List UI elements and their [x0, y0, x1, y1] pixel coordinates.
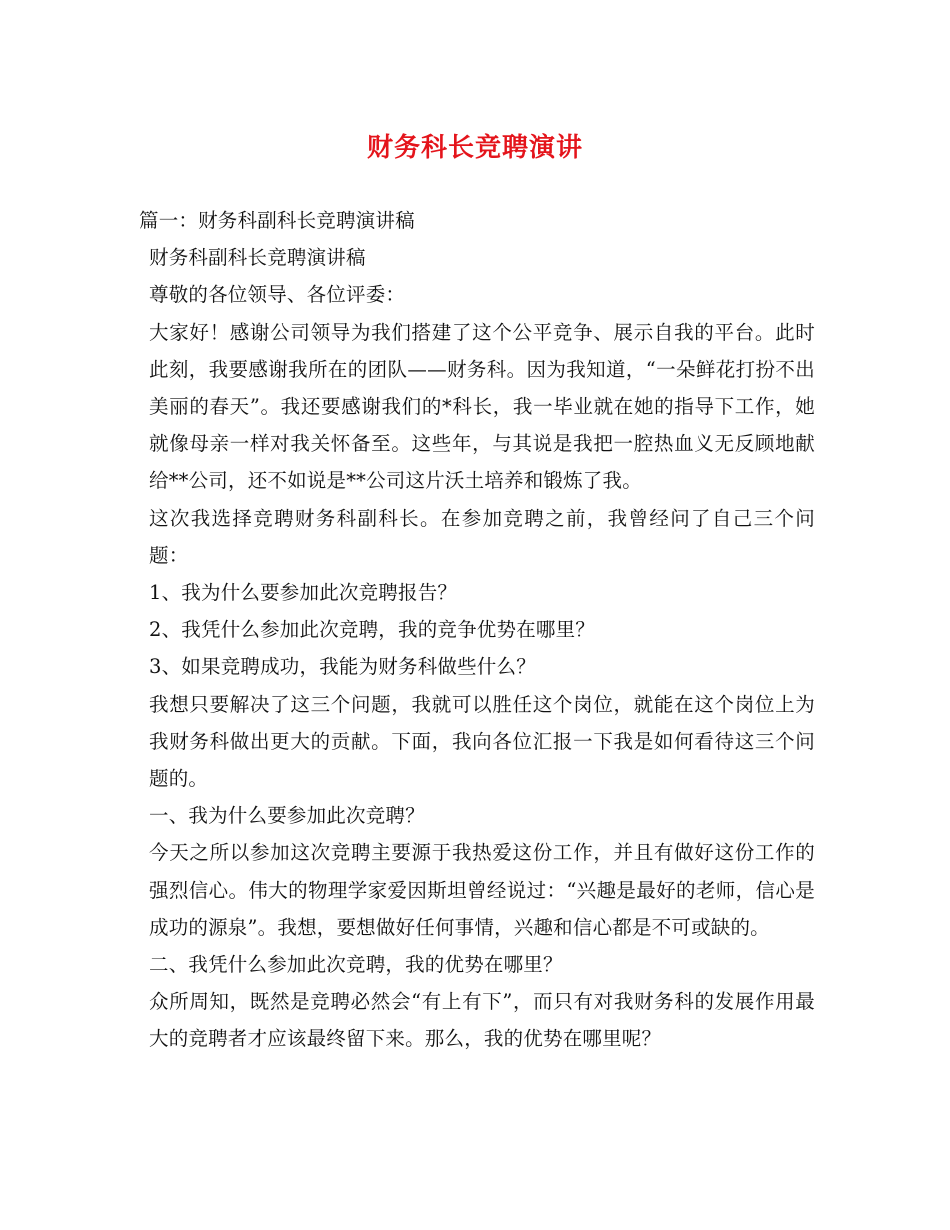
document-body: [139, 202, 815, 1058]
section-heading: 篇一：财务科副科长竞聘演讲稿: [139, 209, 415, 232]
question-3: 3、如果竞聘成功，我能为财务科做些什么？: [149, 655, 536, 679]
paragraph-advantage: 众所周知，既然是竞聘必然会“有上有下”，而只有对我财务科的发展作用最大的竞聘者才应该最终留下来。那么，我的优势在哪里呢？: [149, 990, 815, 1051]
paragraph-answer-intro: 我想只要解决了这三个问题，我就可以胜任这个岗位，就能在这个岗位上为我财务科做出更大的贡献。下面，我向各位汇报一下我是如何看待这三个问题的。: [149, 692, 815, 791]
salutation: 尊敬的各位领导、各位评委：: [149, 283, 406, 307]
heading-advantage: 二、我凭什么参加此次竞聘，我的优势在哪里？: [149, 953, 563, 977]
paragraph-intro: 大家好！感谢公司领导为我们搭建了这个公平竞争、展示自我的平台。此时此刻，我要感谢我所在的团队——财务科。因为我知道，“一朵鲜花打扮不出美丽的春天”。我还要感谢我们的*科长，我一毕业就在她的指导下工作，她就像母亲一样对我关怀备至。这些年，与其说是我把一腔热血义无反顾地献给**公司，还不如说是**公司这片沃土培养和锻炼了我。: [149, 320, 815, 493]
heading-why: 一、我为什么要参加此次竞聘？: [149, 804, 425, 828]
paragraph-why: 今天之所以参加这次竞聘主要源于我热爱这份工作，并且有做好这份工作的强烈信心。伟大的物理学家爱因斯坦曾经说过：“兴趣是最好的老师，信心是成功的源泉”。我想，要想做好任何事情，兴趣和信心都是不可或缺的。: [149, 841, 815, 939]
question-1: 1、我为什么要参加此次竞聘报告？: [149, 581, 458, 605]
question-2: 2、我凭什么参加此次竞聘，我的竞争优势在哪里？: [149, 618, 596, 642]
speech-title: 财务科副科长竞聘演讲稿: [149, 246, 366, 270]
document-title: 财务科长竞聘演讲: [366, 133, 583, 163]
paragraph-choice: 这次我选择竞聘财务科副科长。在参加竞聘之前，我曾经问了自己三个问题：: [149, 506, 815, 567]
